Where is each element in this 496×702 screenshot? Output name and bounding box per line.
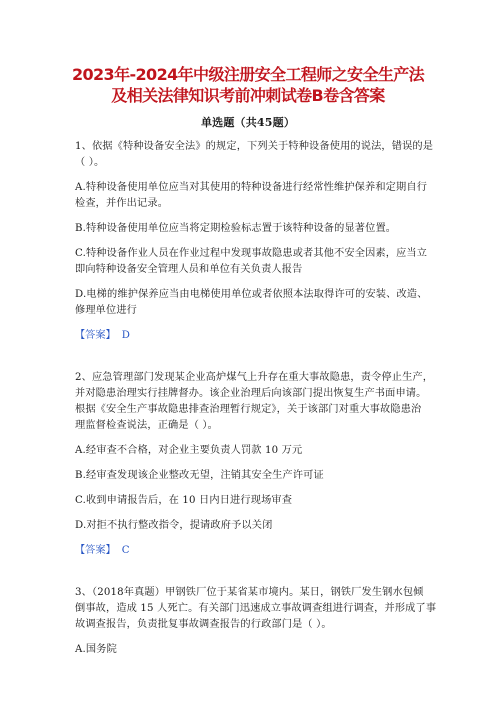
question-3-stem-line-1: 3、（2018年真题）甲钢铁厂位于某省某市境内。某日，钢铁厂发生钢水包倾 (75, 587, 424, 598)
question-1-option-c-line-2: 即向特种设备安全管理人员和单位有关负责人报告 (75, 264, 303, 275)
question-3-stem-line-2: 倒事故，造成 15 人死亡。有关部门迅速成立事故调查组进行调查，并形成了事 (75, 603, 437, 614)
question-2-option-d: D.对拒不执行整改指令，提请政府予以关闭 (75, 520, 273, 531)
question-1-option-c-line-1: C.特种设备作业人员在作业过程中发现事故隐患或者其他不安全因素，应当立 (75, 248, 428, 259)
section-heading: 单选题（共45题） (200, 116, 296, 129)
question-1-option-a-line-2: 检查，并作出记录。 (75, 198, 169, 209)
question-2-stem-line-3: 根据《安全生产事故隐患排查治理暂行规定》，关于该部门对重大事故隐患治 (75, 404, 422, 415)
question-2-stem-line-4: 理监督检查说法，正确是（ ）。 (75, 420, 219, 431)
question-2-stem-line-2: 并对隐患治理实行挂牌督办。该企业治理后向该部门提出恢复生产书面申请。 (75, 388, 427, 399)
question-1-stem-line-1: 1、依据《特种设备安全法》的规定，下列关于特种设备使用的说法，错误的是 (75, 141, 434, 152)
question-1-stem-line-2: （ ）。 (75, 157, 105, 168)
question-3-option-a: A.国务院 (75, 644, 117, 655)
answer-label: 【答案】 (75, 545, 116, 556)
question-1-option-d-line-1: D.电梯的维护保养应当由电梯使用单位或者依照本法取得许可的安装、改造、 (75, 289, 428, 300)
document-title-line-1: 2023年-2024年中级注册安全工程师之安全生产法 (71, 65, 425, 84)
question-3-stem-line-3: 故调查报告，负责批复事故调查报告的行政部门是（ ）。 (75, 619, 332, 630)
question-2-stem-line-1: 2、应急管理部门发现某企业高炉煤气上升存在重大事故隐患，责令停止生产， (75, 372, 434, 383)
question-1-option-a-line-1: A.特种设备使用单位应当对其使用的特种设备进行经常性维护保养和定期自行 (75, 182, 428, 193)
question-1-answer (75, 326, 130, 341)
question-1-option-b: B.特种设备使用单位应当将定期检验标志置于该特种设备的显著位置。 (75, 223, 397, 234)
question-2-answer (75, 541, 130, 556)
answer-value: C (121, 545, 130, 556)
document-title-line-2: 及相关法律知识考前冲刺试卷B卷含答案 (111, 86, 385, 105)
answer-value: D (121, 330, 130, 341)
question-1-option-d-line-2: 修理单位进行 (75, 305, 138, 316)
question-2-option-c: C.收到申请报告后，在 10 日内日进行现场审查 (75, 495, 293, 506)
question-2-option-a: A.经审查不合格，对企业主要负责人罚款 10 万元 (75, 445, 303, 456)
question-2-option-b: B.经审查发现该企业整改无望，注销其安全生产许可证 (75, 470, 324, 481)
answer-label: 【答案】 (75, 330, 116, 341)
